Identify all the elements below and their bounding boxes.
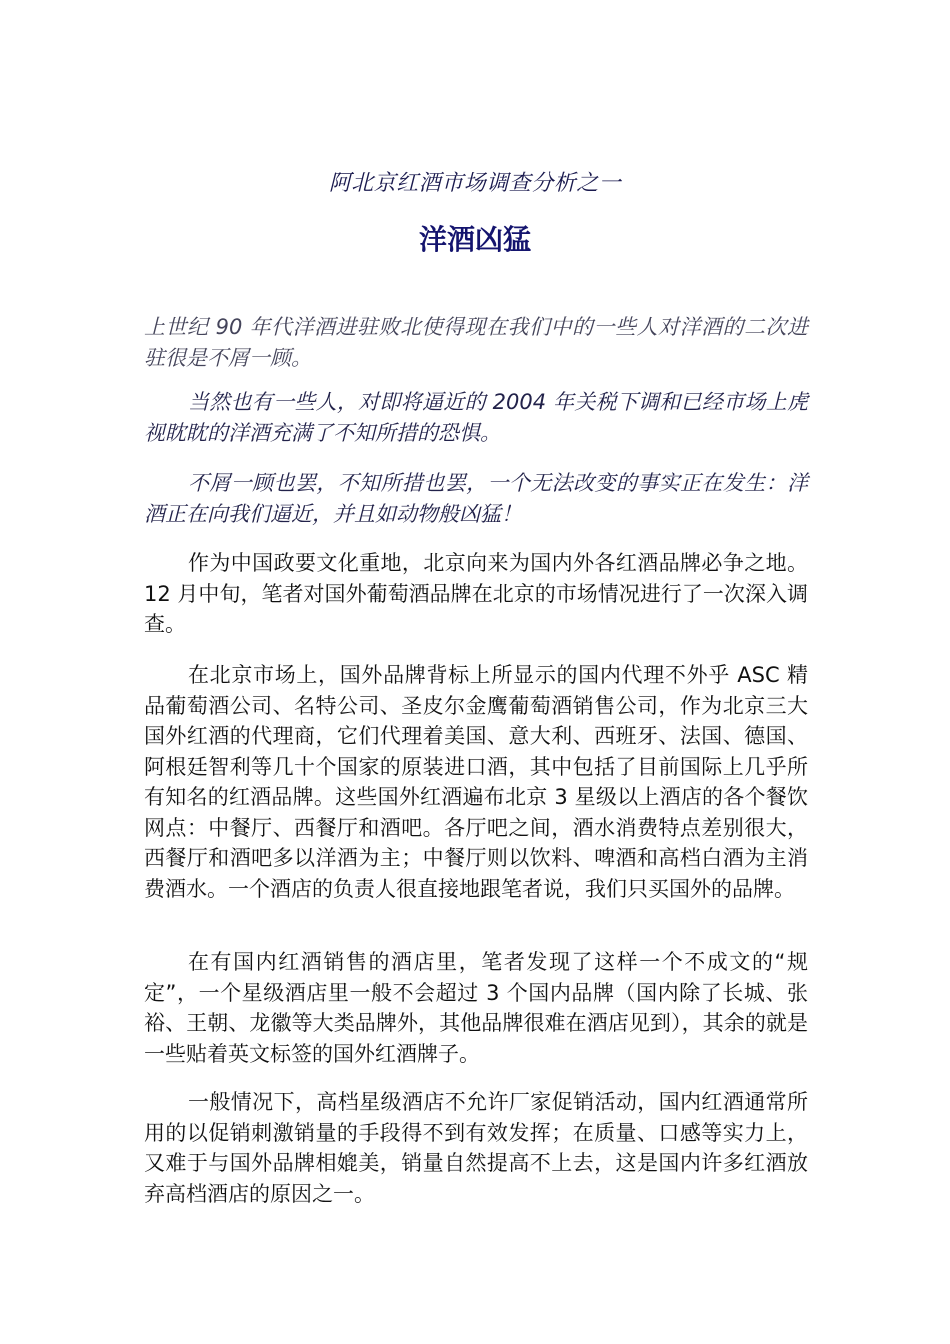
- paragraph-survey: 作为中国政要文化重地，北京向来为国内外各红酒品牌必争之地。12 月中旬，笔者对国外葡萄酒品牌在北京的市场情况进行了一次深入调查。: [144, 551, 808, 636]
- document-subtitle: 阿北京红酒市场调查分析之一: [328, 171, 622, 196]
- paragraph-agents: 在北京市场上，国外品牌背标上所显示的国内代理不外乎 ASC 精品葡萄酒公司、名特公司、圣皮尔金鹰葡萄酒销售公司，作为北京三大国外红酒的代理商，它们代理着美国、意大利、西班牙、法国、德国、阿根廷智利等几十个国家的原装进口酒，其中包括了目前国际上几乎所有知名的红酒品牌。这些国外红酒遍布北京 3 星级以上酒店的各个餐饮网点：中餐厅、西餐厅和酒吧。各厅吧之间，酒水消费特点差别很大，西餐厅和酒吧多以洋酒为主；中餐厅则以饮料、啤酒和高档白酒为主消费酒水。一个酒店的负责人很直接地跟笔者说，我们只买国外的品牌。: [144, 663, 808, 901]
- paragraph-promotion: 一般情况下，高档星级酒店不允许厂家促销活动，国内红酒通常所用的以促销刺激销量的手段得不到有效发挥；在质量、口感等实力上，又难于与国外品牌相媲美，销量自然提高不上去，这是国内许多红酒放弃高档酒店的原因之一。: [144, 1090, 808, 1206]
- paragraph-fact: 不屑一顾也罢，不知所措也罢，一个无法改变的事实正在发生：洋酒正在向我们逼近，并且如动物般凶猛！: [144, 471, 808, 526]
- document-title: 洋酒凶猛: [418, 223, 531, 256]
- paragraph-intro: 上世纪 90 年代洋酒进驻败北使得现在我们中的一些人对洋酒的二次进驻很是不屑一顾。: [144, 315, 808, 370]
- paragraph-rule: 在有国内红酒销售的酒店里，笔者发现了这样一个不成文的“规定”，一个星级酒店里一般不会超过 3 个国内品牌（国内除了长城、张裕、王朝、龙徽等大类品牌外，其他品牌很难在酒店见到），其余的就是一些贴着英文标签的国外红酒牌子。: [144, 950, 808, 1066]
- paragraph-fear: 当然也有一些人，对即将逼近的 2004 年关税下调和已经市场上虎视眈眈的洋酒充满了不知所措的恐惧。: [144, 390, 808, 445]
